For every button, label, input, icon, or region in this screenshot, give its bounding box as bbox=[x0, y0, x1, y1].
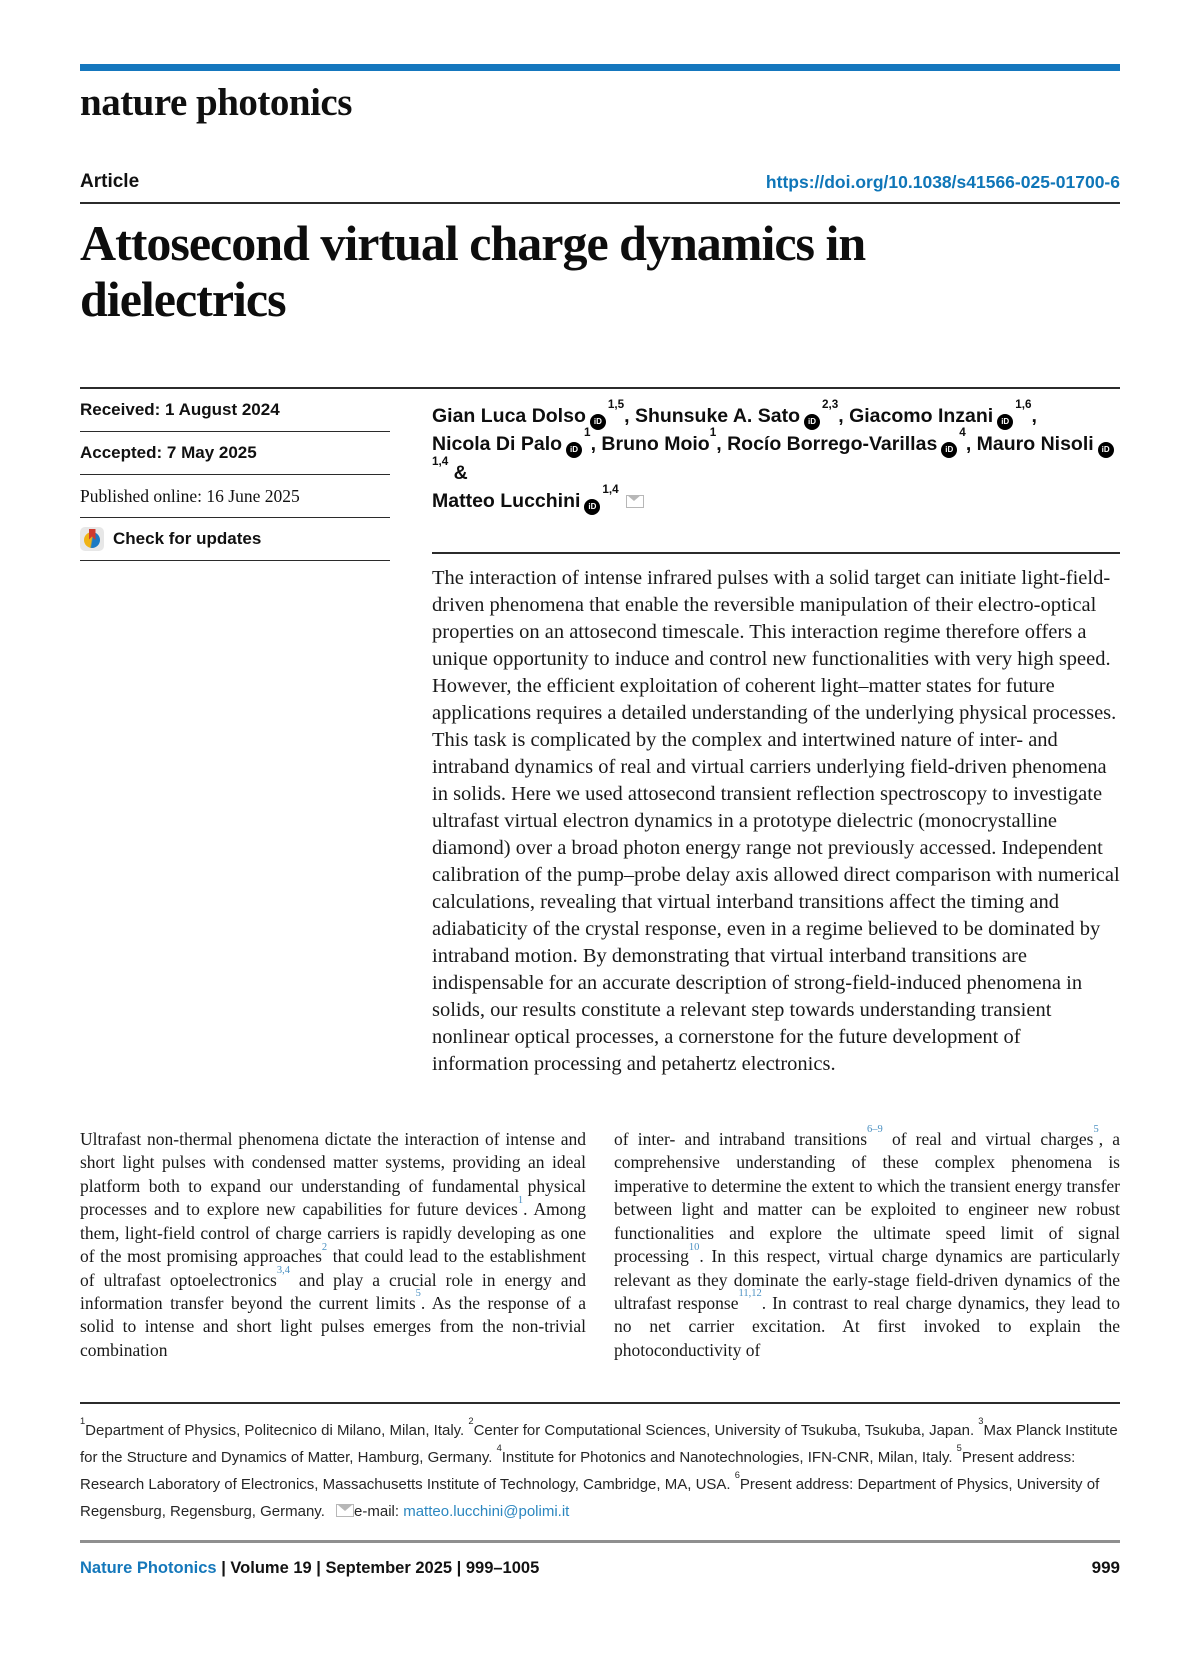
meta-section bbox=[80, 389, 1120, 1078]
published-date: Published online: 16 June 2025 bbox=[80, 475, 390, 518]
affiliation-sup: 1,6 bbox=[1015, 398, 1032, 412]
page-footer bbox=[80, 1540, 1120, 1578]
dates-column bbox=[80, 389, 390, 1078]
body-column-right: of inter- and intraband transitions$^{6-9}$ of real and virtual charges$^5$, a comprehensive understanding of these complex phenomena is imperative to determine the extent to which the transient energy transfer between light and matter can be exploited to engineer new robust functionalities and explore the ultimate speed limit of signal processing$^{10}$. In this respect, virtual charge dynamics are particularly relevant as they dominate the early-stage field-driven dynamics of the ultrafast response$^{11,12}$. In contrast to real charge dynamics, they lead to no net carrier excitation. At first invoked to explain the photoconductivity of bbox=[614, 1124, 1120, 1360]
article-type-label: Article bbox=[80, 171, 140, 192]
article-title: Attosecond virtual charge dynamics in dielectrics bbox=[80, 215, 866, 327]
orcid-icon[interactable]: iD bbox=[941, 442, 957, 458]
crossmark-icon bbox=[80, 527, 104, 551]
doi-link[interactable]: https://doi.org/10.1038/s41566-025-01700-6 bbox=[765, 172, 1120, 192]
affiliation-sup: 1 bbox=[80, 1416, 86, 1427]
footer-citation bbox=[80, 1559, 539, 1578]
affiliation-sup: 1 bbox=[584, 426, 591, 440]
citation-ref[interactable]: 11,12 bbox=[738, 1288, 762, 1300]
accepted-date: Accepted: 7 May 2025 bbox=[80, 432, 390, 475]
affiliation-sup: 1,4 bbox=[602, 482, 619, 496]
author-list: Gian Luca Dolso iD$^{1,5}$, Shunsuke A. Sato iD$^{2,3}$, Giacomo Inzani iD$^{1,6}$, Nicola Di Palo $iD^1$, Bruno Moio$^1$, Rocío Borrego-Varillas $iD^4$, Mauro Nisoli iD$^{1,4}$ & Matteo Lucchini iD$^{1,4}$ bbox=[432, 389, 1120, 515]
body-column-left: Ultrafast non-thermal phenomena dictate the interaction of intense and short light pulses with condensed matter systems, providing an ideal platform both to expand our understanding of fundamental physical processes and to explore new capabilities for future devices$^1$. Among them, light-field control of charge carriers is rapidly developing as one of the most promising approaches$^2$ that could lead to the establishment of ultrafast optoelectronics$^{3,4}$ and play a crucial role in energy and information transfer beyond the current limits$^5$. As the response of a solid to intense and short light pulses emerges from the non-trivial combination bbox=[80, 1129, 587, 1360]
authors-abstract-column bbox=[432, 389, 1120, 1078]
affiliation-sup: 4 bbox=[959, 426, 966, 440]
check-for-updates-label: Check for updates bbox=[113, 529, 262, 548]
received-date: Received: 1 August 2024 bbox=[80, 389, 390, 432]
article-page bbox=[0, 64, 1200, 1578]
article-header-row bbox=[80, 171, 1120, 193]
check-for-updates-button[interactable] bbox=[80, 527, 261, 551]
affiliation-sup: 2,3 bbox=[822, 398, 839, 412]
orcid-icon[interactable]: iD bbox=[590, 414, 606, 430]
orcid-icon[interactable]: iD bbox=[584, 499, 600, 515]
abstract-divider bbox=[432, 552, 1120, 554]
journal-logo: nature photonics bbox=[80, 81, 352, 124]
citation-ref[interactable]: 5 bbox=[415, 1288, 421, 1300]
affiliation-sup: 1 bbox=[709, 426, 717, 440]
affiliation-sup: 3 bbox=[978, 1416, 984, 1427]
affiliation-sup: 4 bbox=[496, 1443, 502, 1454]
affiliation-sup: 1,4 bbox=[432, 454, 449, 468]
abstract-text: The interaction of intense infrared pulses with a solid target can initiate light-field-driven phenomena that enable the reversible manipulation of their electro-optical properties on an attosecond timescale. This interaction regime therefore offers a unique opportunity to induce and control new functionalities with very high speed. However, the efficient exploitation of coherent light–matter states for future applications requires a detailed understanding of the underlying physical processes. This task is complicated by the complex and intertwined nature of inter- and intraband dynamics of real and virtual carriers underlying field-driven phenomena in solids. Here we used attosecond transient reflection spectroscopy to investigate ultrafast virtual electron dynamics in a prototype dielectric (monocrystalline diamond) over a broad photon energy range not previously accessed. Independent calibration of the pump–probe delay axis allowed direct comparison with numerical calculations, revealing that virtual interband transitions affect the timing and adiabaticity of the crystal response, even in a regime believed to be dominated by intraband motion. By demonstrating that virtual interband transitions are indispensable for an accurate description of strong-field-induced phenomena in solids, our results constitute a relevant step towards understanding transient nonlinear optical processes, a cornerstone for the future development of information processing and petahertz electronics. bbox=[432, 567, 1120, 1076]
citation-ref[interactable]: 1 bbox=[517, 1194, 524, 1206]
body-text-section bbox=[80, 1124, 1120, 1362]
orcid-icon[interactable]: iD bbox=[804, 414, 820, 430]
email-link[interactable]: matteo.lucchini@polimi.it bbox=[403, 1503, 570, 1521]
citation-ref[interactable]: 2 bbox=[321, 1241, 328, 1253]
envelope-icon bbox=[336, 1504, 354, 1517]
citation-ref[interactable]: 10 bbox=[688, 1241, 700, 1253]
affiliation-sup: 2 bbox=[468, 1416, 474, 1427]
citation-ref[interactable]: 6–9 bbox=[867, 1124, 883, 1136]
orcid-icon[interactable]: iD bbox=[566, 442, 582, 458]
affiliation-sup: 1,5 bbox=[607, 398, 625, 412]
citation-ref[interactable]: 3,4 bbox=[276, 1264, 290, 1276]
affiliations-footnote: $^1$Department of Physics, Politecnico di Milano, Milan, Italy. $^2$Center for Computational Sciences, University of Tsukuba, Tsukuba, Japan. $^3$Max Planck Institute for the Structure and Dynamics of Matter, Hamburg, Germany. $^4$Institute for Photonics and Nanotechnologies, IFN-CNR, Milan, Italy. $^5$Present address: Research Laboratory of Electronics, Massachusetts Institute of Technology, Cambridge, MA, USA. $^6$Present address: Department of Physics, University of Regensburg, Regensburg, Germany. e-mail: matteo.lucchini@polimi.it bbox=[80, 1402, 1120, 1525]
brand-top-bar bbox=[80, 64, 1120, 71]
orcid-icon[interactable]: iD bbox=[1098, 442, 1114, 458]
orcid-icon[interactable]: iD bbox=[997, 414, 1013, 430]
affiliation-sup: 6 bbox=[734, 1470, 740, 1481]
citation-ref[interactable]: 5 bbox=[1093, 1124, 1099, 1136]
journal-name-link[interactable]: Nature Photonics bbox=[80, 1559, 217, 1578]
envelope-icon[interactable] bbox=[626, 495, 644, 508]
footer-volume-info: | Volume 19 | September 2025 | 999–1005 bbox=[216, 1559, 540, 1578]
header-divider bbox=[80, 202, 1120, 204]
affiliation-sup: 5 bbox=[956, 1443, 962, 1454]
page-number: 999 bbox=[1091, 1558, 1120, 1578]
